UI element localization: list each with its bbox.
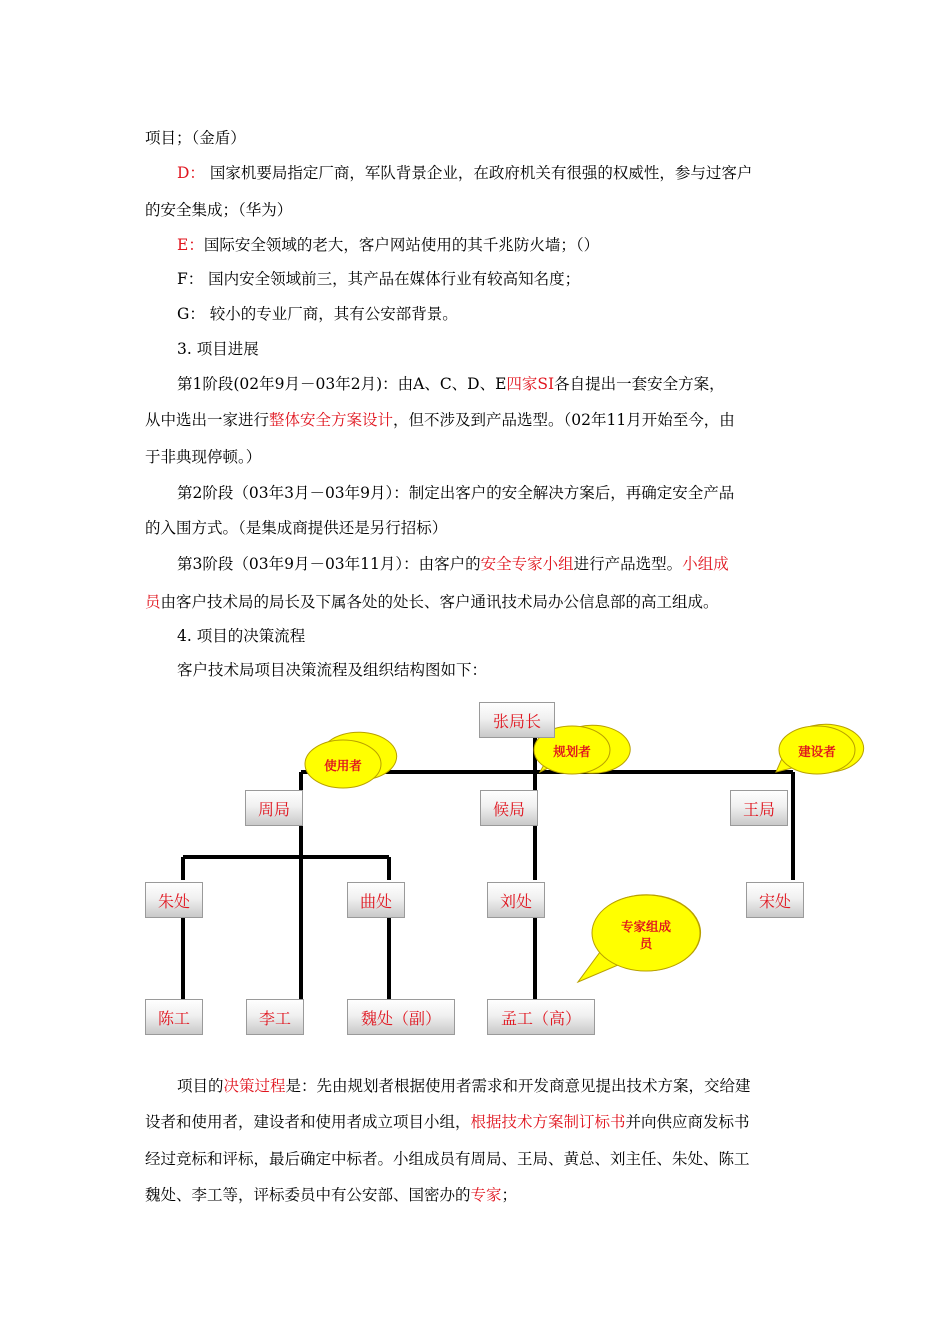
node-qu-office: 曲处 bbox=[347, 882, 405, 918]
decision-para-line-1: 项目的决策过程是：先由规划者根据使用者需求和开发商意见提出技术方案，交给建 bbox=[177, 1077, 751, 1095]
bubble-builder-label: 建设者 bbox=[798, 744, 836, 759]
bubble-expert-label: 专家组成 员 bbox=[620, 919, 671, 951]
decision-para-line-3: 经过竞标和评标，最后确定中标者。小组成员有周局、王局、黄总、刘主任、朱处、陈工 bbox=[145, 1150, 750, 1168]
node-zhou-bureau: 周局 bbox=[245, 790, 303, 826]
phase-3-line-2: 员由客户技术局的局长及下属各处的处长、客户通讯技术局办公信息部的高工组成。 bbox=[145, 593, 719, 611]
vendor-e-line: E：国际安全领域的老大，客户网站使用的其千兆防火墙；（） bbox=[177, 236, 600, 254]
phase-2-line-1: 第2阶段（03年3月－03年9月）：制定出客户的安全解决方案后，再确定安全产品 bbox=[177, 484, 735, 502]
section-4-intro: 客户技术局项目决策流程及组织结构图如下： bbox=[177, 661, 488, 679]
vendor-d-continuation: 的安全集成；（华为） bbox=[145, 201, 293, 219]
vendor-g-line: G： 较小的专业厂商，其有公安部背景。 bbox=[177, 305, 458, 323]
phase-1-line-1: 第1阶段(02年9月－03年2月)：由A、C、D、E四家SI各自提出一套安全方案， bbox=[177, 375, 725, 393]
node-zhu-office: 朱处 bbox=[145, 882, 203, 918]
phase-3-line-1: 第3阶段（03年9月－03年11月）：由客户的安全专家小组进行产品选型。小组成 bbox=[177, 555, 729, 573]
decision-para-line-4: 魏处、李工等，评标委员中有公安部、国密办的专家； bbox=[145, 1186, 518, 1204]
phase-2-line-2: 的入围方式。（是集成商提供还是另行招标） bbox=[145, 519, 448, 537]
node-liu-office: 刘处 bbox=[487, 882, 545, 918]
node-chen-engineer: 陈工 bbox=[145, 999, 203, 1035]
node-song-office: 宋处 bbox=[746, 882, 804, 918]
section-4-title: 4. 项目的决策流程 bbox=[177, 627, 306, 645]
node-wang-bureau: 王局 bbox=[730, 790, 788, 826]
section-3-title: 3. 项目进展 bbox=[177, 340, 259, 358]
decision-para-line-2: 设者和使用者，建设者和使用者成立项目小组，根据技术方案制订标书并向供应商发标书 bbox=[145, 1113, 750, 1131]
vendor-f-line: F： 国内安全领域前三，其产品在媒体行业有较高知名度； bbox=[177, 270, 581, 288]
node-wei-deputy: 魏处（副） bbox=[347, 999, 455, 1035]
bubble-planner-label: 规划者 bbox=[553, 744, 591, 759]
vendor-d-line: D： 国家机要局指定厂商，军队背景企业，在政府机关有很强的权威性，参与过客户 bbox=[177, 164, 753, 182]
org-chart bbox=[0, 690, 950, 1060]
phase-1-line-3: 于非典现停顿。） bbox=[145, 448, 262, 466]
node-meng-senior-engineer: 孟工（高） bbox=[487, 999, 595, 1035]
bubble-user-label: 使用者 bbox=[324, 758, 362, 773]
project-line: 项目；（金盾） bbox=[145, 129, 246, 147]
node-li-engineer: 李工 bbox=[246, 999, 304, 1035]
phase-1-line-2: 从中选出一家进行整体安全方案设计，但不涉及到产品选型。（02年11月开始至今，由 bbox=[145, 411, 735, 429]
node-zhang-director: 张局长 bbox=[479, 702, 555, 738]
node-hou-bureau: 候局 bbox=[480, 790, 538, 826]
